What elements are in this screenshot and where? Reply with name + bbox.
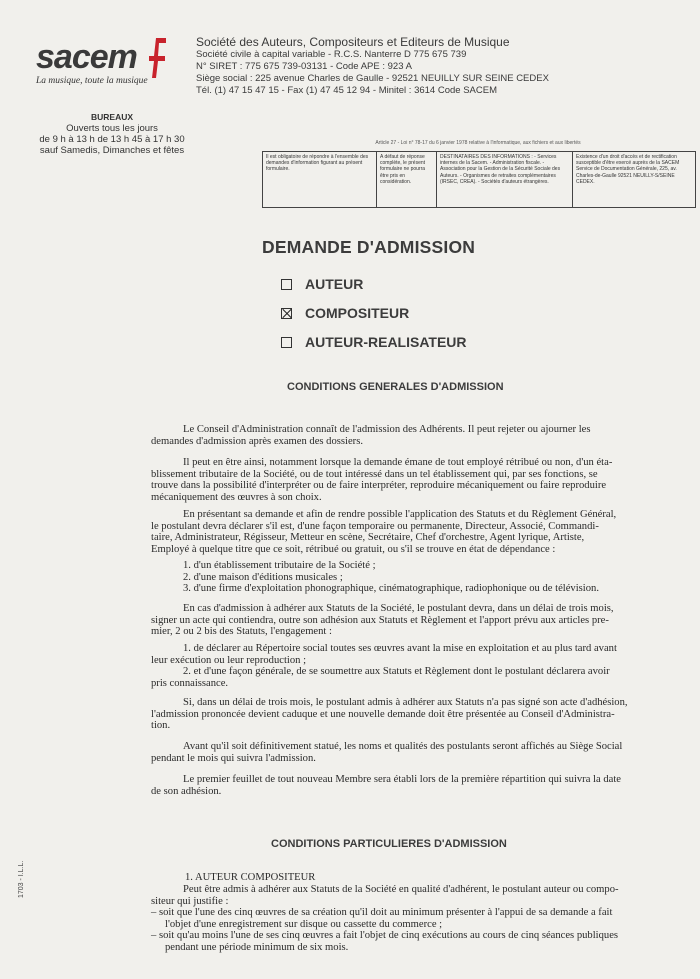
paragraph [151, 603, 689, 638]
text-line: pris connaissance. [151, 677, 229, 689]
office-hours-line: de 9 h à 13 h de 13 h 45 à 17 h 30 [39, 134, 185, 145]
text-line: mécaniquement des œuvres à son choix. [151, 491, 322, 503]
text-line: blissement tributaire de la Société, ou de tout intéressé dans un tel établissement qui, par ses fonctions, se [151, 468, 598, 480]
option-label: COMPOSITEUR [305, 305, 410, 321]
paragraph [151, 774, 689, 797]
option-auteur-realisateur[interactable] [281, 334, 467, 350]
text-line: pendant une période minimum de six mois. [165, 941, 349, 953]
checkbox-auteur-realisateur[interactable] [281, 337, 292, 348]
legal-cell: Existence d'un droit d'accès et de rectification susceptible d'être exercé auprès de la SACEM Service de Documentation Générale, 225, av. Charles-de-Gaulle 92521 NEUILLY-S/SEINE CEDEX. [576, 154, 680, 185]
paragraph [151, 457, 689, 503]
option-auteur[interactable] [281, 276, 363, 292]
text-line: Peut être admis à adhérer aux Statuts de la Société en qualité d'adhérent, le postulant auteur ou compo- [183, 884, 619, 895]
subsection-heading: 1. AUTEUR COMPOSITEUR [185, 872, 316, 883]
text-line: l'objet d'une enregistrement sur disque ou cassette du commerce ; [165, 918, 443, 930]
form-code: 1703 - I.L.L. [18, 860, 25, 898]
numbered-list [183, 560, 683, 595]
legal-cell: Il est obligatoire de répondre à l'ensemble des demandes d'information figurant au présent formulaire. [263, 152, 377, 207]
logo-wordmark: sacem [36, 38, 137, 76]
checkbox-auteur[interactable] [281, 279, 292, 290]
text-line: Le Conseil d'Administration connaît de l'admission des Adhérents. Il peut rejeter ou ajourner les [183, 424, 591, 435]
section-heading: CONDITIONS GENERALES D'ADMISSION [287, 381, 504, 393]
text-line: trouve dans la possibilité d'interpréter ou de faire interpréter, reproduire mécaniquement ou faire reproduire [151, 480, 607, 492]
music-note-icon [144, 36, 170, 80]
letterhead-line: Société civile à capital variable - R.C.S. Nanterre D 775 675 739 [196, 49, 467, 60]
checkbox-compositeur-checked[interactable] [281, 308, 292, 319]
text-line: 2. et d'une façon générale, de se soumettre aux Statuts et Règlement dont le postulant déclarera avoir [183, 666, 610, 678]
legal-cell: DESTINATAIRES DES INFORMATIONS : - Services internes de la Sacem. - Administration fiscale. - Association pour la Gestion de la Sécurité Sociale des Auteurs. - Organismes de retraites complémentaires (IRSEC, CREA). - Sociétés d'auteurs étrangères. [437, 152, 573, 207]
list-item: 1. d'un établissement tributaire de la Société ; [183, 560, 376, 571]
letterhead-line: N° SIRET : 775 675 739-03131 - Code APE : 923 A [196, 61, 412, 72]
text-line: En cas d'admission à adhérer aux Statuts de la Société, le postulant devra, dans un délai de trois mois, [183, 603, 614, 614]
text-line: Si, dans un délai de trois mois, le postulant admis à adhérer aux Statuts n'a pas signé son acte d'adhésion, [183, 697, 628, 708]
paragraph [151, 509, 689, 555]
text-line: mier, 2 ou 2 bis des Statuts, l'engagement : [151, 626, 332, 638]
text-line: Il peut en être ainsi, notamment lorsque la demande émane de tout employé rétribué ou non, d'un éta- [183, 457, 613, 468]
option-compositeur[interactable] [281, 305, 409, 321]
text-line: 1. de déclarer au Répertoire social toutes ses œuvres avant la mise en exploitation et au plus tard avant [183, 643, 617, 654]
option-label: AUTEUR [305, 276, 364, 292]
legal-article: Article 27 - Loi n° 78-17 du 6 janvier 1978 relative à l'informatique, aux fichiers et aux libertés [375, 140, 581, 146]
office-hours [28, 112, 196, 156]
office-hours-line: sauf Samedis, Dimanches et fêtes [39, 145, 185, 156]
legal-notice-box [262, 151, 696, 208]
text-line: leur exécution ou leur reproduction ; [151, 654, 307, 666]
list-item: 3. d'une firme d'exploitation phonographique, cinématographique, radiophonique ou de télévision. [183, 583, 599, 595]
letterhead-line: Siège social : 225 avenue Charles de Gaulle - 92521 NEUILLY SUR SEINE CEDEX [196, 73, 549, 84]
text-line: Le premier feuillet de tout nouveau Membre sera établi lors de la première répartition qui suivra la date [183, 774, 621, 785]
text-line: le postulant devra déclarer s'il est, d'une façon temporaire ou permanente, Directeur, Associé, Commandi- [151, 520, 599, 532]
paragraph [151, 884, 689, 954]
list-item: 2. d'une maison d'éditions musicales ; [183, 571, 343, 583]
letterhead-line: Tél. (1) 47 15 47 15 - Fax (1) 47 45 12 94 - Minitel : 3614 Code SACEM [196, 85, 497, 96]
text-line: En présentant sa demande et afin de rendre possible l'application des Statuts et du Règlement Général, [183, 509, 617, 520]
text-line: signer un acte qui contiendra, outre son adhésion aux Statuts et Règlement et l'apport prévu aux articles pre- [151, 614, 609, 626]
organization-name: Société des Auteurs, Compositeurs et Editeurs de Musique [196, 35, 510, 49]
page-title: DEMANDE D'ADMISSION [262, 237, 476, 257]
text-line: siteur qui justifie : [151, 895, 229, 907]
sacem-logo [36, 40, 176, 90]
text-line: – soit qu'au moins l'une de ses cinq œuvres a fait l'objet de cinq exécutions au cours de cinq séances publiques [151, 930, 619, 942]
logo-tagline: La musique, toute la musique [36, 76, 148, 86]
text-line: demandes d'admission après examen des dossiers. [151, 435, 363, 447]
paragraph [151, 424, 689, 447]
office-hours-title: BUREAUX [90, 112, 134, 122]
text-line: pendant le mois qui suivra l'admission. [151, 752, 316, 764]
legal-cell: A défaut de réponse complète, le présent formulaire ne pourra être pris en considération. [377, 152, 437, 207]
text-line: tion. [151, 720, 171, 732]
text-line: Avant qu'il soit définitivement statué, les noms et qualités des postulants seront affichés au Siège Social [183, 741, 623, 752]
text-line: de son adhésion. [151, 785, 222, 797]
text-line: – soit que l'une des cinq œuvres de sa création qu'il doit au minimum présenter à l'appui de sa demande a fait [151, 907, 613, 919]
paragraph [151, 741, 689, 764]
option-label: AUTEUR-REALISATEUR [305, 334, 467, 350]
text-line: taire, Administrateur, Régisseur, Metteur en scène, Secrétaire, Chef d'orchestre, Agent lyrique, Artiste, [151, 532, 585, 544]
letterhead [196, 35, 686, 97]
text-line: Employé à quelque titre que ce soit, rétribué ou gratuit, ou s'il se trouve en état de dépendance : [151, 543, 556, 555]
office-hours-line: Ouverts tous les jours [66, 123, 158, 134]
text-line: l'admission prononcée devient caduque et une nouvelle demande doit être présentée au Conseil d'Administra- [151, 708, 615, 720]
paragraph [151, 643, 689, 689]
paragraph [151, 697, 689, 732]
section-heading: CONDITIONS PARTICULIERES D'ADMISSION [271, 838, 507, 850]
